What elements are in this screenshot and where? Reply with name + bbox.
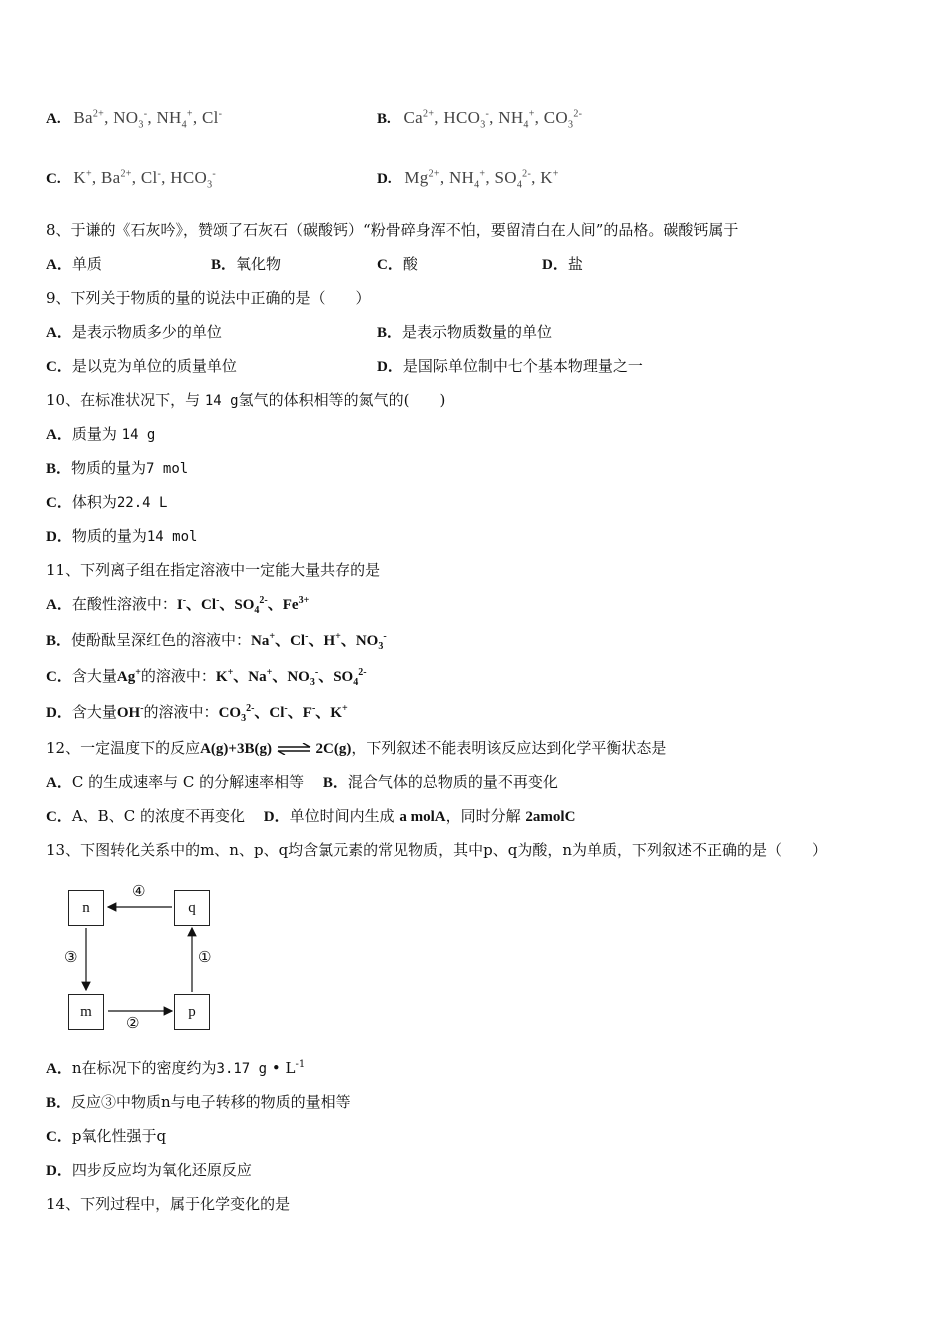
ion: $Mg^{2+}$ <box>404 168 440 187</box>
option-text: 单质 <box>71 255 102 273</box>
option-text: 氧化物 <box>236 255 282 273</box>
node-n: n <box>68 890 104 926</box>
option-value: 7 mol <box>146 461 189 477</box>
q7-option-b <box>377 108 582 129</box>
q13-stem: 13、下图转化关系中的m、n、p、q均含氯元素的常见物质，其中p、q为酸，n为单质，下列叙述不正确的是（ ） <box>46 841 828 859</box>
option-text: n在标况下的密度约为 <box>71 1059 217 1077</box>
stem-text: 10、在标准状况下，与 <box>46 391 201 409</box>
option-label: A． <box>46 597 72 613</box>
q8-option-b <box>211 254 281 275</box>
ion: Cl- <box>140 168 162 187</box>
q8-option-d <box>542 254 583 275</box>
reaction-right: 2C(g) <box>315 741 352 757</box>
q8-option-a <box>46 254 102 275</box>
q13-option-d <box>46 1160 252 1181</box>
option-text: 质量为 <box>71 425 117 443</box>
q11-option-c <box>46 666 367 687</box>
step-2-label: ② <box>126 1014 140 1032</box>
ion: $HCO_3^-$ <box>443 108 490 131</box>
option-label: A． <box>46 257 72 273</box>
q9-option-b <box>377 322 552 343</box>
option-value: a molA <box>399 809 446 825</box>
stem-text: ，下列叙述不能表明该反应达到化学平衡状态是 <box>351 739 667 757</box>
option-text: 使酚酞呈深红色的溶液中： <box>71 631 252 649</box>
ion: $SO_4^{2-}$ <box>494 168 532 191</box>
option-label: D． <box>263 809 290 825</box>
option-label: B． <box>322 775 348 791</box>
q13-option-b <box>46 1092 351 1113</box>
option-label: C． <box>46 669 72 685</box>
option-label: A． <box>46 775 72 791</box>
ion: $NH_4^+$ <box>448 168 486 191</box>
ion: $NH_4^+$ <box>156 108 193 131</box>
option-label: D． <box>542 257 568 273</box>
step-3-label: ③ <box>64 948 78 966</box>
option-text: 盐 <box>567 255 583 273</box>
option-value: 14 g <box>121 427 156 443</box>
ion: $Ca^{2+}$ <box>403 108 435 127</box>
ion-list: Na+、Cl-、H+、$NO_3^-$ <box>251 631 387 652</box>
ion: Cl- <box>201 108 223 127</box>
option-text: 含大量 <box>71 703 117 721</box>
option-label: C． <box>377 257 403 273</box>
ion: OH- <box>116 703 144 721</box>
ion: K+ <box>540 168 559 187</box>
option-label: C． <box>46 359 72 375</box>
option-value: 2amolC <box>525 809 576 825</box>
q11-option-a <box>46 594 309 615</box>
q13-option-c <box>46 1126 166 1147</box>
option-label: B． <box>46 633 72 649</box>
option-unit: L <box>285 1059 296 1077</box>
ion-group: $Ba^{2+}$, $NO_3^-$, $NH_4^+$, Cl- <box>73 108 223 131</box>
option-text: 物质的量为 <box>71 459 147 477</box>
q10-option-d <box>46 526 197 547</box>
option-text: A、B、C 的浓度不再变化 <box>71 807 245 825</box>
ion-group: $Mg^{2+}$, $NH_4^+$, $SO_4^{2-}$, K+ <box>404 168 559 191</box>
q11-option-d <box>46 702 348 723</box>
step-4-label: ④ <box>132 882 146 900</box>
option-label: B． <box>46 1095 72 1111</box>
q7-option-c <box>46 168 216 189</box>
option-value: 14 mol <box>146 529 198 545</box>
step-1-label: ① <box>198 948 212 966</box>
option-unit-sup: -1 <box>295 1059 306 1070</box>
stem-value: 14 g <box>204 393 239 409</box>
q13-option-a <box>46 1058 305 1079</box>
option-value: 22.4 L <box>116 495 168 511</box>
option-text: C 的生成速率与 C 的分解速率相等 <box>71 773 305 791</box>
stem-text: 12、一定温度下的反应 <box>46 739 201 757</box>
ion: $NO_3^-$ <box>113 108 148 131</box>
option-label: C. <box>46 171 61 187</box>
option-text: ，同时分解 <box>445 807 521 825</box>
q8-stem: 8、于谦的《石灰吟》，赞颂了石灰石（碳酸钙）“粉骨碎身浑不怕，要留清白在人间”的品格。碳酸钙属于 <box>46 221 739 239</box>
q11-option-b <box>46 630 387 651</box>
option-text: 是表示物质数量的单位 <box>402 323 553 341</box>
q9-option-a <box>46 322 222 343</box>
conversion-diagram <box>60 878 230 1038</box>
q12-option-ab <box>46 772 558 793</box>
q11-stem: 11、下列离子组在指定溶液中一定能大量共存的是 <box>46 561 381 579</box>
q9-option-c <box>46 356 237 377</box>
ion: $HCO_3^-$ <box>170 168 217 191</box>
option-text: 是国际单位制中七个基本物理量之一 <box>402 357 643 375</box>
q10-option-a <box>46 424 155 445</box>
option-label: C． <box>46 1129 72 1145</box>
ion-group: K+, $Ba^{2+}$, Cl-, $HCO_3^-$ <box>73 168 217 191</box>
option-text: 体积为 <box>71 493 117 511</box>
ion: $Ba^{2+}$ <box>73 108 105 127</box>
ion: Ag+ <box>116 667 141 685</box>
option-text: 的溶液中： <box>140 667 216 685</box>
q7-option-d <box>377 168 559 189</box>
node-m: m <box>68 994 104 1030</box>
option-label: A． <box>46 325 72 341</box>
ion-list: $CO_3^{2-}$、Cl-、F-、K+ <box>218 703 348 724</box>
option-text: 物质的量为 <box>71 527 147 545</box>
ion: $NH_4^+$ <box>498 108 535 131</box>
q10-option-c <box>46 492 167 513</box>
option-label: A． <box>46 427 72 443</box>
option-text: 四步反应均为氧化还原反应 <box>71 1161 252 1179</box>
node-p: p <box>174 994 210 1030</box>
option-text: 反应③中物质n与电子转移的物质的量相等 <box>71 1093 351 1111</box>
ion: $Ba^{2+}$ <box>101 168 132 187</box>
dot: • <box>267 1059 286 1077</box>
q8-option-c <box>377 254 418 275</box>
q7-option-a <box>46 108 222 129</box>
option-text: 酸 <box>402 255 418 273</box>
option-label: B． <box>46 461 72 477</box>
option-text: 是以克为单位的质量单位 <box>71 357 237 375</box>
option-label: D. <box>377 171 392 187</box>
ion: $CO_3^{2-}$ <box>543 108 583 131</box>
ion-list: I-、Cl-、$SO_4^{2-}$、$Fe^{3+}$ <box>176 595 310 616</box>
q9-option-d <box>377 356 643 377</box>
option-text: p氧化性强于q <box>71 1127 167 1145</box>
reaction-left: A(g)+3B(g) <box>200 741 272 757</box>
q12-stem <box>46 738 666 759</box>
option-label: A． <box>46 1061 72 1077</box>
option-label: B. <box>377 111 391 127</box>
option-label: D． <box>46 705 72 721</box>
option-text: 混合气体的总物质的量不再变化 <box>347 773 558 791</box>
option-label: D． <box>46 1163 72 1179</box>
option-value: 3.17 g <box>216 1061 268 1077</box>
q10-stem <box>46 390 445 411</box>
q12-option-cd <box>46 806 575 827</box>
option-label: B． <box>377 325 403 341</box>
q14-stem: 14、下列过程中，属于化学变化的是 <box>46 1195 291 1213</box>
q10-option-b <box>46 458 188 479</box>
option-label: C． <box>46 809 72 825</box>
option-label: B． <box>211 257 237 273</box>
option-label: D． <box>46 529 72 545</box>
option-text: 是表示物质多少的单位 <box>71 323 222 341</box>
option-label: C． <box>46 495 72 511</box>
stem-text: 氢气的体积相等的氮气的( ) <box>238 391 446 409</box>
ion-group: $Ca^{2+}$, $HCO_3^-$, $NH_4^+$, $CO_3^{2-}$ <box>403 108 583 131</box>
option-text: 含大量 <box>71 667 117 685</box>
ion-list: K+、Na+、$NO_3^-$、$SO_4^{2-}$ <box>215 667 367 688</box>
equilibrium-arrow-icon <box>277 743 311 755</box>
option-text: 单位时间内生成 <box>289 807 395 825</box>
option-text: 在酸性溶液中： <box>71 595 177 613</box>
option-text: 的溶液中： <box>143 703 219 721</box>
option-label: A. <box>46 111 61 127</box>
node-q: q <box>174 890 210 926</box>
q9-stem: 9、下列关于物质的量的说法中正确的是（ ） <box>46 289 371 307</box>
option-label: D． <box>377 359 403 375</box>
ion: K+ <box>73 168 92 187</box>
